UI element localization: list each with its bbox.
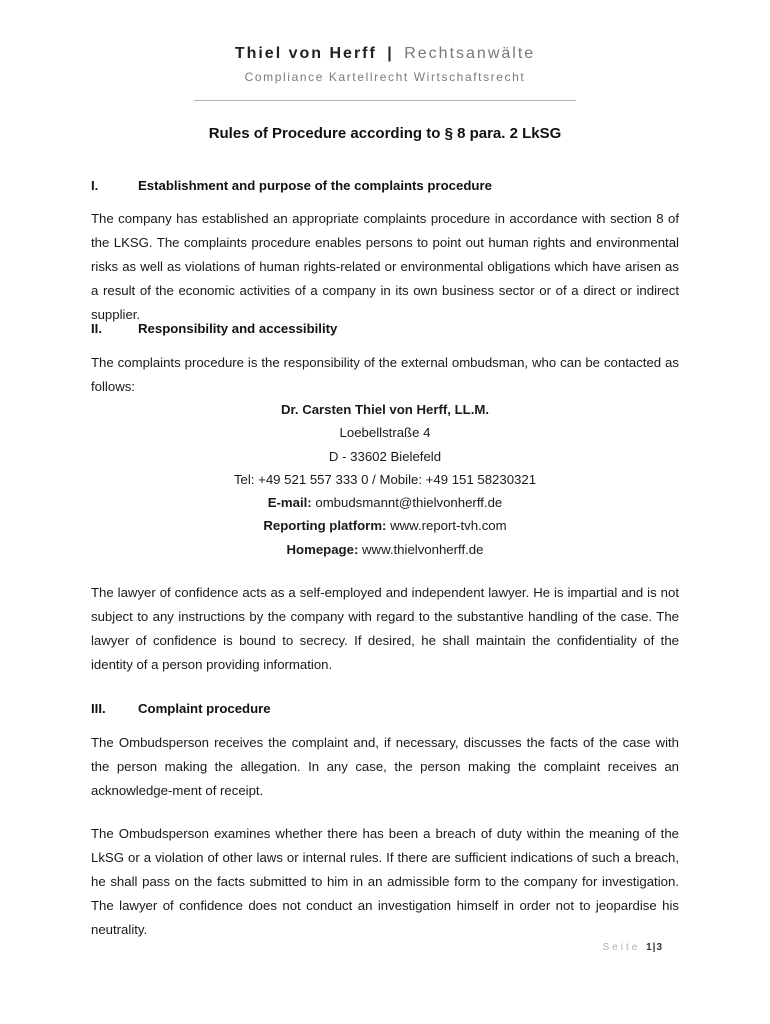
letterhead <box>0 44 770 84</box>
paragraph: The complaints procedure is the responsibility of the external ombudsman, who can be contacted as follows: <box>91 355 679 394</box>
section-title: Complaint procedure <box>138 701 271 716</box>
paragraph: The lawyer of confidence acts as a self-employed and independent lawyer. He is impartial and is not subject to any instructions by the company with regard to the substantive handling of the case. The lawyer of confidence is bound to secrecy. If desired, he shall maintain the confidentiality of the identity of a person providing information. <box>91 585 679 672</box>
page-footer <box>602 942 663 953</box>
paragraph: The company has established an appropriate complaints procedure in accordance with section 8 of the LKSG. The complaints procedure enables persons to point out human rights and environmental risks as well as violations of human rights-related or environmental obligations which have arisen as a result of the economic activities of a company in its own business sector or of a direct or indirect supplier. <box>91 211 679 322</box>
section-3-body-2 <box>91 822 679 942</box>
section-heading-3 <box>91 701 271 716</box>
contact-city: D - 33602 Bielefeld <box>328 448 442 464</box>
document-title: Rules of Procedure according to § 8 para. 2 LkSG <box>208 125 562 142</box>
firm-name: Thiel von Herff <box>234 45 377 62</box>
page-number: 1 <box>646 942 653 953</box>
section-number: III. <box>91 701 106 716</box>
firm-type: Rechtsanwälte <box>404 45 536 62</box>
contact-street: Loebellstraße 4 <box>339 425 431 441</box>
page-label: Seite <box>602 942 641 953</box>
paragraph: The Ombudsperson examines whether there has been a breach of duty within the meaning of the LkSG or a violation of other laws or internal rules. If there are sufficient indications of such a breach, he shall pass on the facts submitted to him in an admissible form to the company for investigation. The lawyer of confidence does not conduct an investigation himself in order not to jeopardise his neutrality. <box>91 826 679 937</box>
section-heading-2 <box>91 321 337 336</box>
email-label: E-mail: <box>267 495 312 511</box>
section-number: I. <box>91 178 99 193</box>
section-title: Establishment and purpose of the complaints procedure <box>138 178 492 193</box>
contact-name: Dr. Carsten Thiel von Herff, LL.M. <box>280 402 490 417</box>
header-divider <box>194 100 576 101</box>
paragraph: The Ombudsperson receives the complaint and, if necessary, discusses the facts of the case with the person making the allegation. In any case, the person making the complaint receives an acknowledge-ment of receipt. <box>91 735 679 798</box>
section-title: Responsibility and accessibility <box>138 321 338 336</box>
firm-line <box>0 44 770 64</box>
contact-phone: Tel: +49 521 557 333 0 / Mobile: +49 151 58230321 <box>233 471 537 487</box>
contact-platform-line <box>91 514 679 537</box>
platform-link[interactable]: www.report-tvh.com <box>390 518 507 534</box>
page-total: 3 <box>656 942 663 953</box>
section-1-body <box>91 207 679 327</box>
section-3-body-1 <box>91 731 679 803</box>
homepage-link[interactable]: www.thielvonherff.de <box>362 541 484 557</box>
contact-homepage-line <box>91 538 679 561</box>
ombudsman-contact-block <box>91 398 679 561</box>
firm-tagline: Compliance Kartellrecht Wirtschaftsrecht <box>244 70 526 84</box>
email-link[interactable]: ombudsmannt@thielvonherff.de <box>315 495 503 511</box>
page-separator: | <box>652 942 657 953</box>
contact-email-line <box>91 491 679 514</box>
section-2-intro <box>91 351 679 399</box>
platform-label: Reporting platform: <box>263 518 387 534</box>
section-number: II. <box>91 321 102 336</box>
section-2-body <box>91 581 679 677</box>
homepage-label: Homepage: <box>286 541 359 557</box>
firm-separator: | <box>387 45 394 62</box>
section-heading-1 <box>91 178 492 193</box>
